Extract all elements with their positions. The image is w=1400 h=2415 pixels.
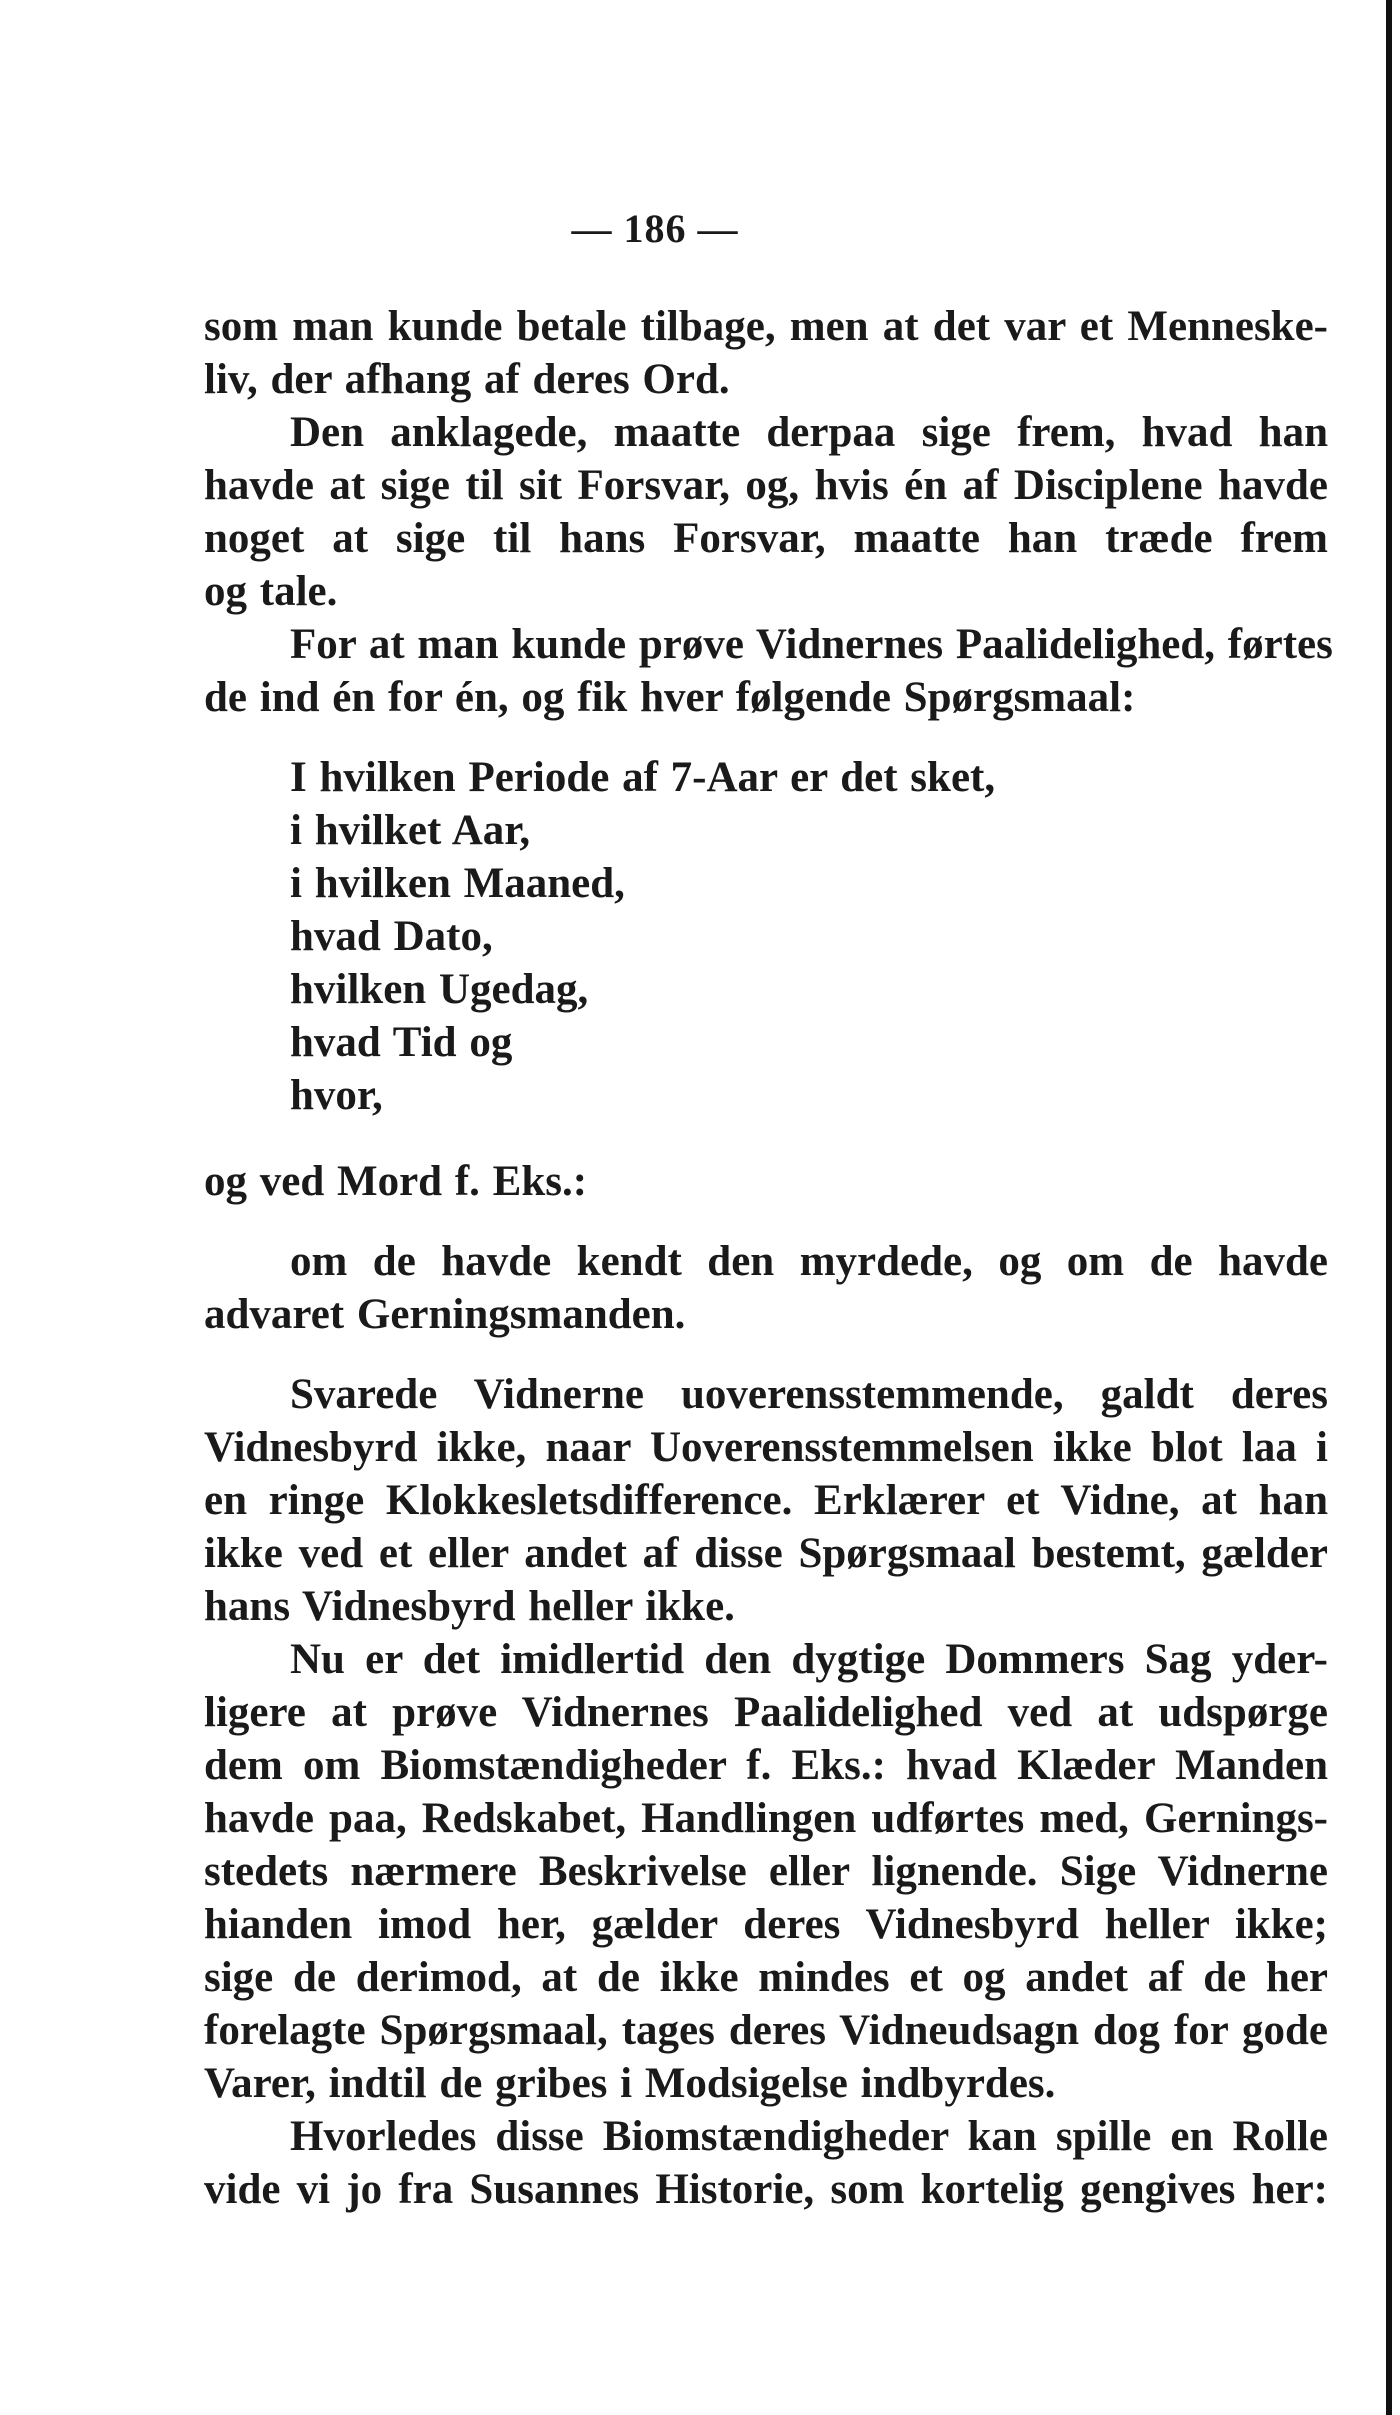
text-line: noget at sige til hans Forsvar, maatte han træde frem: [204, 515, 1328, 562]
text-line: ligere at prøve Vidnernes Paalidelighed ved at udspørge: [204, 1689, 1328, 1736]
text-line: forelagte Spørgsmaal, tages deres Vidneudsagn dog for gode: [204, 2007, 1328, 2054]
text-line: hans Vidnesbyrd heller ikke.: [204, 1583, 735, 1630]
text-line: de ind én for én, og fik hver følgende Spørgsmaal:: [204, 674, 1136, 721]
question-list-item: hvor,: [290, 1072, 383, 1119]
text-line: vide vi jo fra Susannes Historie, som kortelig gengives her:: [204, 2166, 1328, 2213]
question-list-item: i hvilket Aar,: [290, 807, 531, 854]
question-list-item: hvilken Ugedag,: [290, 966, 589, 1013]
text-line: dem om Biomstændigheder f. Eks.: hvad Klæder Manden: [204, 1742, 1328, 1789]
text-line: og ved Mord f. Eks.:: [204, 1158, 588, 1205]
text-line: liv, der afhang af deres Ord.: [204, 356, 730, 403]
text-line: Svarede Vidnerne uoverensstemmende, galdt deres: [290, 1371, 1328, 1418]
text-line: og tale.: [204, 568, 338, 615]
text-line: sige de derimod, at de ikke mindes et og andet af de her: [204, 1954, 1328, 2001]
text-line: ikke ved et eller andet af disse Spørgsmaal bestemt, gælder: [204, 1530, 1328, 1577]
text-line: stedets nærmere Beskrivelse eller lignende. Sige Vidnerne: [204, 1848, 1328, 1895]
question-list-item: I hvilken Periode af 7-Aar er det sket,: [290, 754, 996, 801]
text-line: havde at sige til sit Forsvar, og, hvis én af Disciplene havde: [204, 462, 1328, 509]
text-line: om de havde kendt den myrdede, og om de havde: [290, 1238, 1328, 1285]
text-line: en ringe Klokkesletsdifference. Erklærer et Vidne, at han: [204, 1477, 1328, 1524]
text-line: Hvorledes disse Biomstændigheder kan spille en Rolle: [290, 2113, 1328, 2160]
text-line: Varer, indtil de gribes i Modsigelse indbyrdes.: [204, 2060, 1056, 2107]
text-line: havde paa, Redskabet, Handlingen udførtes med, Gernings-: [204, 1795, 1328, 1842]
page-edge-line: [1386, 0, 1392, 2415]
text-line: Den anklagede, maatte derpaa sige frem, hvad han: [290, 409, 1328, 456]
text-line: Vidnesbyrd ikke, naar Uoverensstemmelsen ikke blot laa i: [204, 1424, 1328, 1471]
text-line: Nu er det imidlertid den dygtige Dommers Sag yder-: [290, 1636, 1328, 1683]
page-number: — 186 —: [571, 206, 739, 251]
question-list-item: i hvilken Maaned,: [290, 860, 625, 907]
text-line: advaret Gerningsmanden.: [204, 1291, 686, 1338]
question-list-item: hvad Dato,: [290, 913, 493, 960]
text-line: hianden imod her, gælder deres Vidnesbyrd heller ikke;: [204, 1901, 1328, 1948]
text-line: For at man kunde prøve Vidnernes Paalidelighed, førtes: [290, 621, 1333, 668]
question-list-item: hvad Tid og: [290, 1019, 513, 1066]
text-line: som man kunde betale tilbage, men at det var et Menneske-: [204, 303, 1328, 350]
